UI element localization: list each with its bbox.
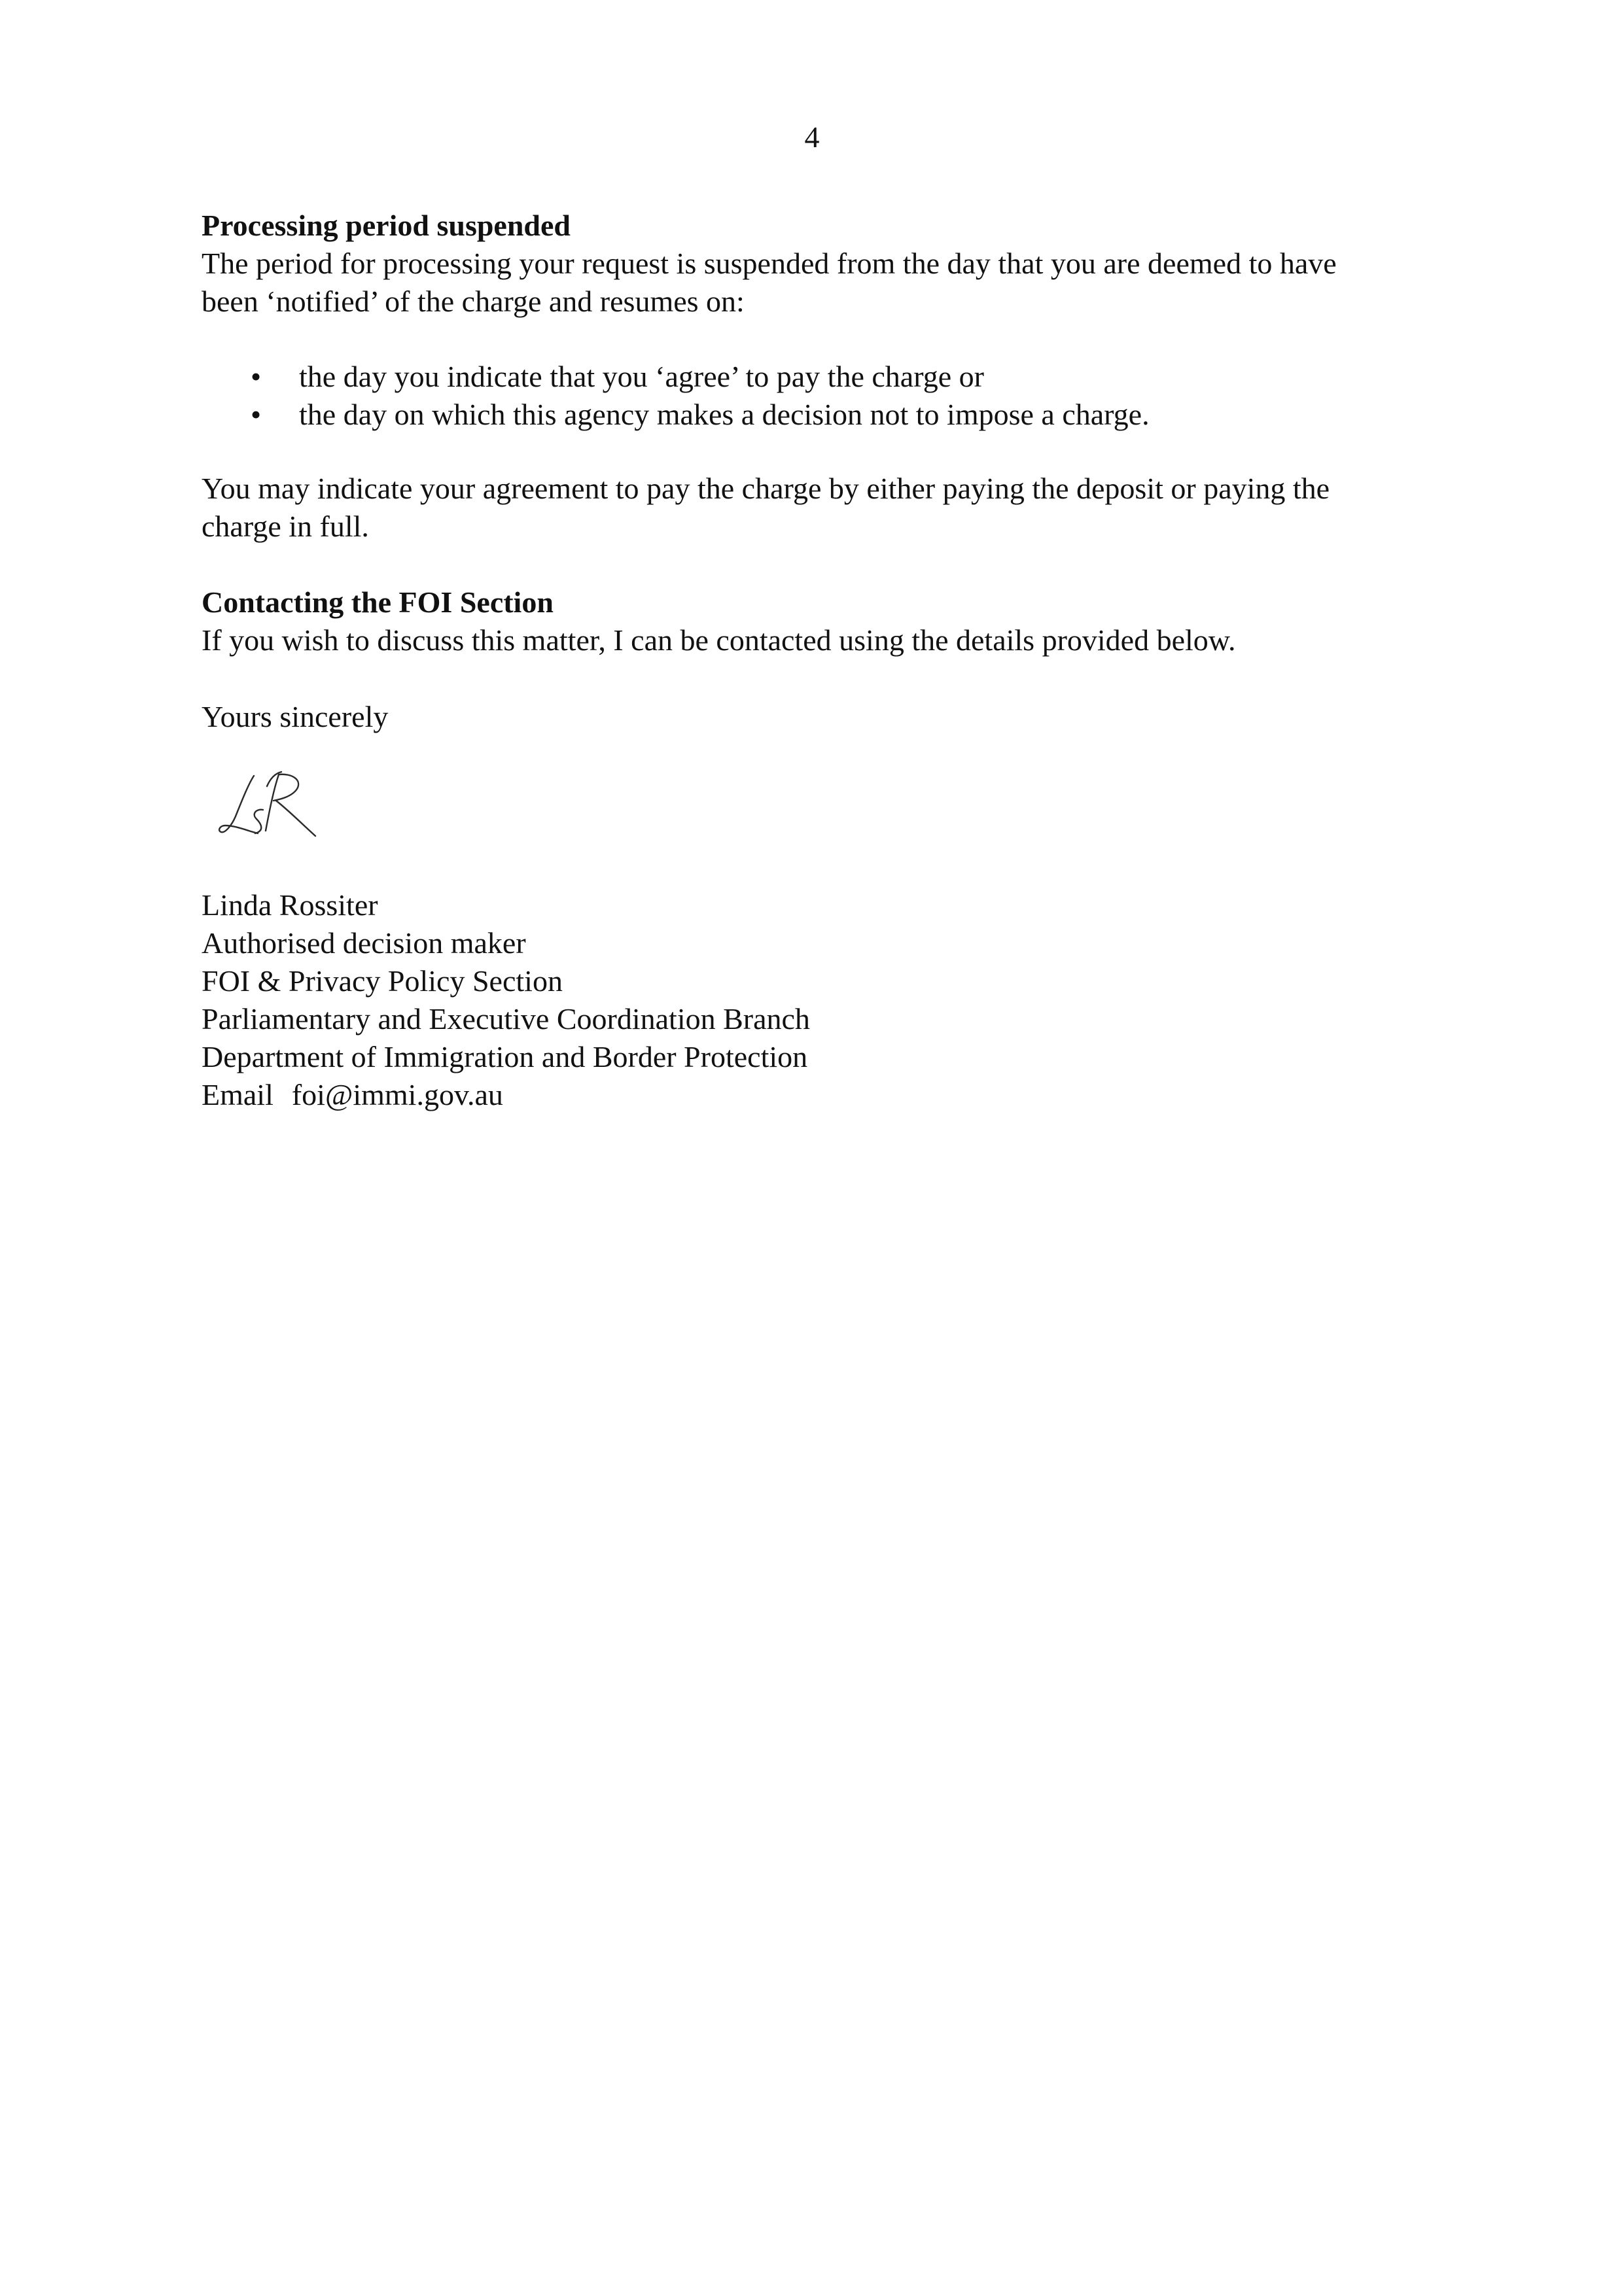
agreement-paragraph: [202, 470, 1458, 546]
list-item: [202, 396, 1458, 434]
bullet-text: the day on which this agency makes a decision not to impose a charge.: [299, 398, 1150, 431]
processing-intro-line2: been ‘notified’ of the charge and resumes on:: [202, 285, 745, 318]
list-item: [202, 358, 1458, 396]
processing-intro-line1: The period for processing your request is suspended from the day that you are deemed to have: [202, 247, 1337, 280]
handwritten-signature: [216, 771, 327, 846]
signatory-title: Authorised decision maker: [202, 926, 526, 960]
bullet-icon: •: [251, 360, 262, 393]
signatory-department: Department of Immigration and Border Protection: [202, 1040, 808, 1073]
email-label: Email: [202, 1078, 274, 1111]
email-line: [202, 1076, 1458, 1114]
processing-heading: Processing period suspended: [202, 209, 571, 242]
closing-text: Yours sincerely: [202, 700, 389, 733]
contact-section: [202, 583, 1458, 659]
closing: [202, 698, 1458, 736]
signatory-section: FOI & Privacy Policy Section: [202, 964, 563, 998]
signatory-branch: Parliamentary and Executive Coordination Branch: [202, 1002, 810, 1035]
bullet-icon: •: [251, 398, 262, 431]
email-address: foi@immi.gov.au: [291, 1078, 503, 1111]
agreement-line2: charge in full.: [202, 510, 369, 543]
page-number: 4: [804, 120, 820, 154]
agreement-line1: You may indicate your agreement to pay the charge by either paying the deposit or paying the: [202, 472, 1330, 505]
contact-heading: Contacting the FOI Section: [202, 585, 554, 619]
contact-text: If you wish to discuss this matter, I can be contacted using the details provided below.: [202, 623, 1236, 657]
signatory-name: Linda Rossiter: [202, 888, 378, 922]
resume-conditions-list: [202, 358, 1458, 434]
bullet-text: the day you indicate that you ‘agree’ to pay the charge or: [299, 360, 984, 393]
processing-section: [202, 207, 1458, 321]
signature-block: [202, 886, 1458, 1114]
